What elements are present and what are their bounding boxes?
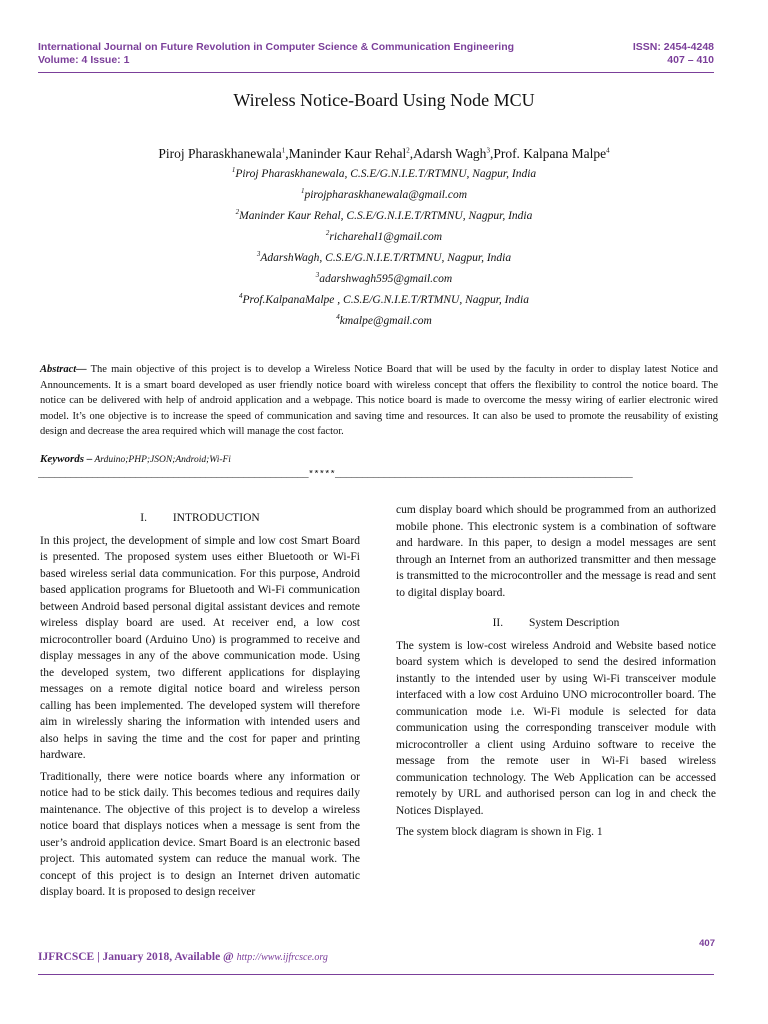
author-sup: 3 [486,146,490,155]
paragraph: In this project, the development of simple and low cost Smart Board is presented. The proposed system uses either Bluetooth or Wi-Fi based wireless serial data communication. For this purpose, Android based application programs for Bluetooth and Wi-Fi communication between Android based personal digital assistant devices and remote wireless display board are used. At receiver end, a low cost microcontroller board (Arduino Uno) is programmed to receive and display messages in any of the above communication mode. Using the developed system, two different applications for displaying messages on a remote digital notice board and wireless person calling has been implemented. The developed system will therefore aim in wirelessly sharing the information with intended users and also helps in saving the time and the cost for paper and printing hardware. [40,534,360,761]
keywords-label: Keywords – [40,453,93,465]
footer-citation [38,951,328,963]
footer-journal: IJFRCSCE | January 2018, Available @ [38,951,237,963]
journal-header [38,41,514,67]
affiliation-line [0,252,768,264]
left-column [40,510,360,906]
abstract-label: Abstract— [40,364,87,375]
volume-issue: Volume: 4 Issue: 1 [38,54,130,66]
aff-sup: 2 [325,229,330,238]
author-name: ,Maninder Kaur Rehal [285,146,407,161]
aff-sup: 1 [300,187,305,196]
journal-name: International Journal on Future Revolution in Computer Science & Communication Engineering [38,41,515,53]
keywords-value: Arduino;PHP;JSON;Android;Wi-Fi [92,455,231,465]
abstract-text: The main objective of this project is to develop a Wireless Notice Board that will be used by the faculty in order to display latest Notice and Announcements. It is a smart board developed as user friendly notice board with wireless concept that offers the flexibility to control the notice board. The notice can be delivered with help of android application and a webpage. This notice board is made to overcome the messy wiring of earlier electronic wired model. It’s one objective is to increase the speed of communication and saving time and resources. It can also be used to promote the reusability of existing design and decrease the area required which will manage the cost factor. [40,364,718,437]
issn: ISSN: 2454-4248 [632,41,714,53]
aff-sup: 3 [256,250,261,259]
aff-sup: 2 [235,208,240,217]
abstract [40,362,718,440]
author-name: ,Prof. Kalpana Malpe [489,146,607,161]
author-sup: 4 [606,146,610,155]
aff-text: pirojpharaskhanewala@gmail.com [304,189,468,201]
author-list [0,146,768,162]
author-name: Piroj Pharaskhanewala [158,146,282,161]
author-name: ,Adarsh Wagh [409,146,487,161]
email-line [0,189,768,201]
right-column [396,502,716,846]
paper-title: Wireless Notice-Board Using Node MCU [233,90,535,110]
aff-text: Maninder Kaur Rehal, C.S.E/G.N.I.E.T/RTMNU, Nagpur, India [239,210,533,222]
page-range: 407 – 410 [667,54,714,66]
email-line [0,231,768,243]
affiliation-line [0,294,768,306]
paragraph: The system block diagram is shown in Fig. 1 [396,826,603,838]
header-rule [38,72,714,73]
affiliation-line [0,168,768,180]
keywords [40,453,231,465]
footer-rule [38,974,714,975]
affiliation-line [0,210,768,222]
aff-sup: 4 [336,313,340,322]
aff-text: kmalpe@gmail.com [339,315,432,327]
issn-header [633,41,714,67]
footer-url-link[interactable]: http://www.ijfrcsce.org [236,952,328,963]
paragraph: Traditionally, there were notice boards where any information or notice had to be stick daily. This becomes tedious and requires daily maintenance. The objective of this project is to develop a wireless notice board that displays notices when a message is sent from the user’s android application device. Smart Board is an electronic based project. This automated system can reduce the manual work. The concept of this project is to design an Internet driven automatic display board. It is proposed to design receiver [40,770,360,898]
paragraph: The system is low-cost wireless Android and Website based notice board system which is developed to send the desired information instantly to the intended user by using Wi-Fi transceiver module interfaced with a low cost Arduino UNO microcontroller board. The communication mode i.e. Wi-Fi module is selected for data communication using the corresponding transceiver module with microcontroller a client using Arduino software to receive the message from the remote user in Wi-Fi based wireless communication technology. The Web Application can be accessed remotely by URL and authorised person can log in and check the Notices Displayed. [396,639,716,817]
author-sup: 2 [406,146,410,155]
section-heading-introduction: I. INTRODUCTION [140,512,260,524]
aff-text: Prof.KalpanaMalpe , C.S.E/G.N.I.E.T/RTMNU, Nagpur, India [242,294,529,306]
section-separator: __________________________________________________*****_______________________________________________________ [38,470,633,481]
aff-text: Piroj Pharaskhanewala, C.S.E/G.N.I.E.T/RTMNU, Nagpur, India [235,168,537,180]
email-line [0,315,768,327]
paragraph: cum display board which should be programmed from an authorized mobile phone. This electronic system is a combination of software and hardware. In this paper, to design a model messages are sent through an Internet from an authorized transmitter and then message is transmitted to the microcontroller and the message is read and sent to digital display board. [396,504,716,599]
aff-text: richarehal1@gmail.com [329,231,443,243]
author-sup: 1 [281,146,286,155]
aff-text: adarshwagh595@gmail.com [319,273,453,285]
aff-sup: 3 [315,271,320,280]
section-heading-system-description: II. System Description [492,617,620,629]
email-line [0,273,768,285]
aff-sup: 1 [231,166,236,175]
aff-text: AdarshWagh, C.S.E/G.N.I.E.T/RTMNU, Nagpur, India [260,252,512,264]
aff-sup: 4 [239,292,243,301]
page-number: 407 [699,938,715,949]
